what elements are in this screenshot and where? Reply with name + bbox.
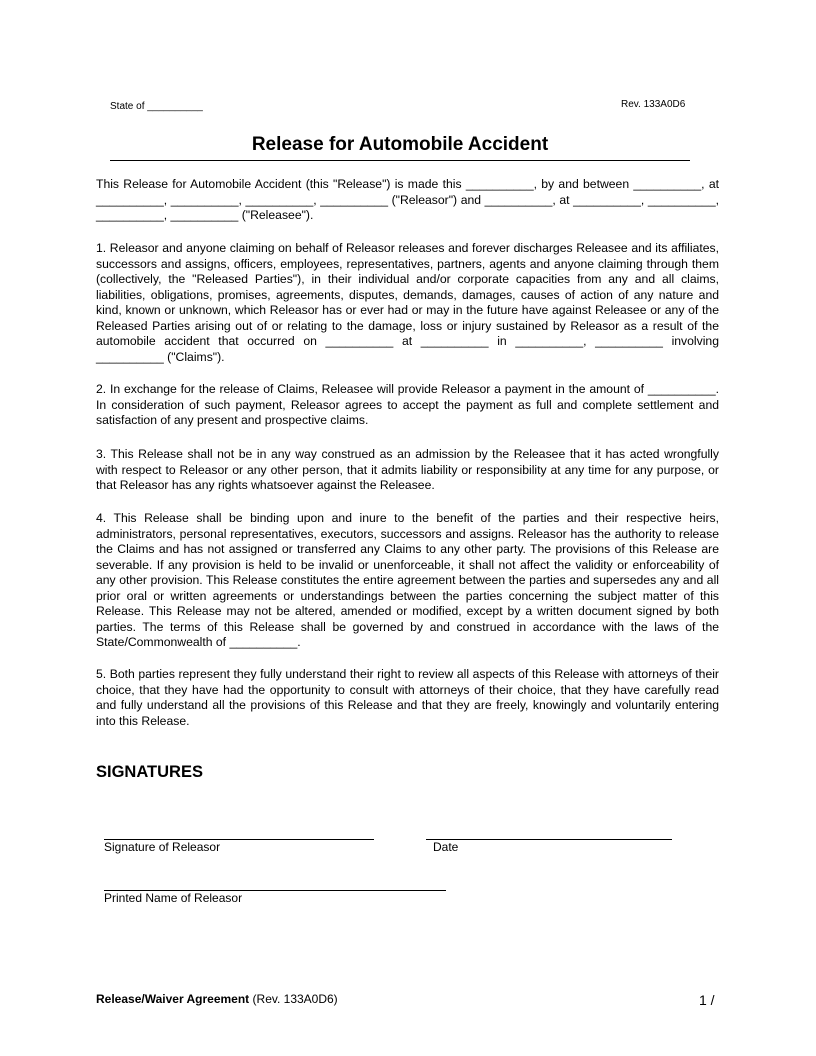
paragraph-1: 1. Releasor and anyone claiming on behalf of Releasor releases and forever discharges Releasee and its affiliates, successors and assigns, officers, employees, representatives, partners, agents and anyone claiming through them (collectively, the "Released Parties"), in their individual and/or corporate capacities from any and all claims, liabilities, obligations, promises, agreements, disputes, demands, damages, causes of action of any nature and kind, known or unknown, which Releasor has or ever had or may in the future have against Releasee or any of the Released Parties arising out of or relating to the damage, loss or injury sustained by Releasor as a result of the automobile accident that occurred on __________ at __________ in __________, __________ involving __________ ("Claims").	[96, 241, 719, 364]
footer-revision: (Rev. 133A0D6)	[252, 992, 338, 1006]
paragraph-4: 4. This Release shall be binding upon and inure to the benefit of the parties and their respective heirs, administrators, personal representatives, executors, successors and assigns. Releasor has the authority to release the Claims and has not assigned or transferred any Claims to any other party. The provisions of this Release are severable. If any provision is held to be invalid or unenforceable, it shall not affect the validity or enforceability of any other provision. This Release constitutes the entire agreement between the parties and supersedes any and all prior oral or written agreements or understandings between the parties concerning the subject matter of this Release. This Release may not be altered, amended or modified, except by a written document signed by both parties. The terms of this Release shall be governed by and construed in accordance with the laws of the State/Commonwealth of __________.	[96, 511, 719, 649]
paragraph-2: 2. In exchange for the release of Claims, Releasee will provide Releasor a payment in the amount of __________. In consideration of such payment, Releasor agrees to accept the payment as full and complete settlement and satisfaction of any present and prospective claims.	[96, 382, 719, 427]
date-line[interactable]	[426, 839, 672, 840]
date-label: Date	[433, 840, 459, 854]
paragraph-3: 3. This Release shall not be in any way construed as an admission by the Releasee that it has acted wrongfully with respect to Releasor or any other person, that it admits liability or responsibility at any time for any purpose, or that Releasor has any rights whatsoever against the Releasee.	[96, 447, 719, 492]
intro-paragraph: This Release for Automobile Accident (this "Release") is made this __________, by and between __________, at __________, __________, __________, __________ ("Releasor") and __________, at __________, __________, __________, __________ ("Releasee").	[96, 177, 719, 222]
signatures-heading: SIGNATURES	[96, 763, 203, 781]
signature-label: Signature of Releasor	[104, 840, 221, 854]
footer	[96, 992, 338, 1006]
page-number: 1 /	[699, 992, 715, 1008]
footer-doc-name: Release/Waiver Agreement	[96, 992, 250, 1006]
printed-name-label: Printed Name of Releasor	[104, 891, 243, 905]
paragraph-5: 5. Both parties represent they fully understand their right to review all aspects of this Release with attorneys of their choice, that they have had the opportunity to consult with attorneys of their choice, that they have carefully read and fully understand all the provisions of this Release and that they are freely, knowingly and voluntarily entering into this Release.	[96, 667, 719, 728]
revision-label: Rev. 133A0D6	[621, 99, 686, 110]
document-title: Release for Automobile Accident	[110, 134, 690, 161]
state-field: State of __________	[110, 101, 203, 112]
